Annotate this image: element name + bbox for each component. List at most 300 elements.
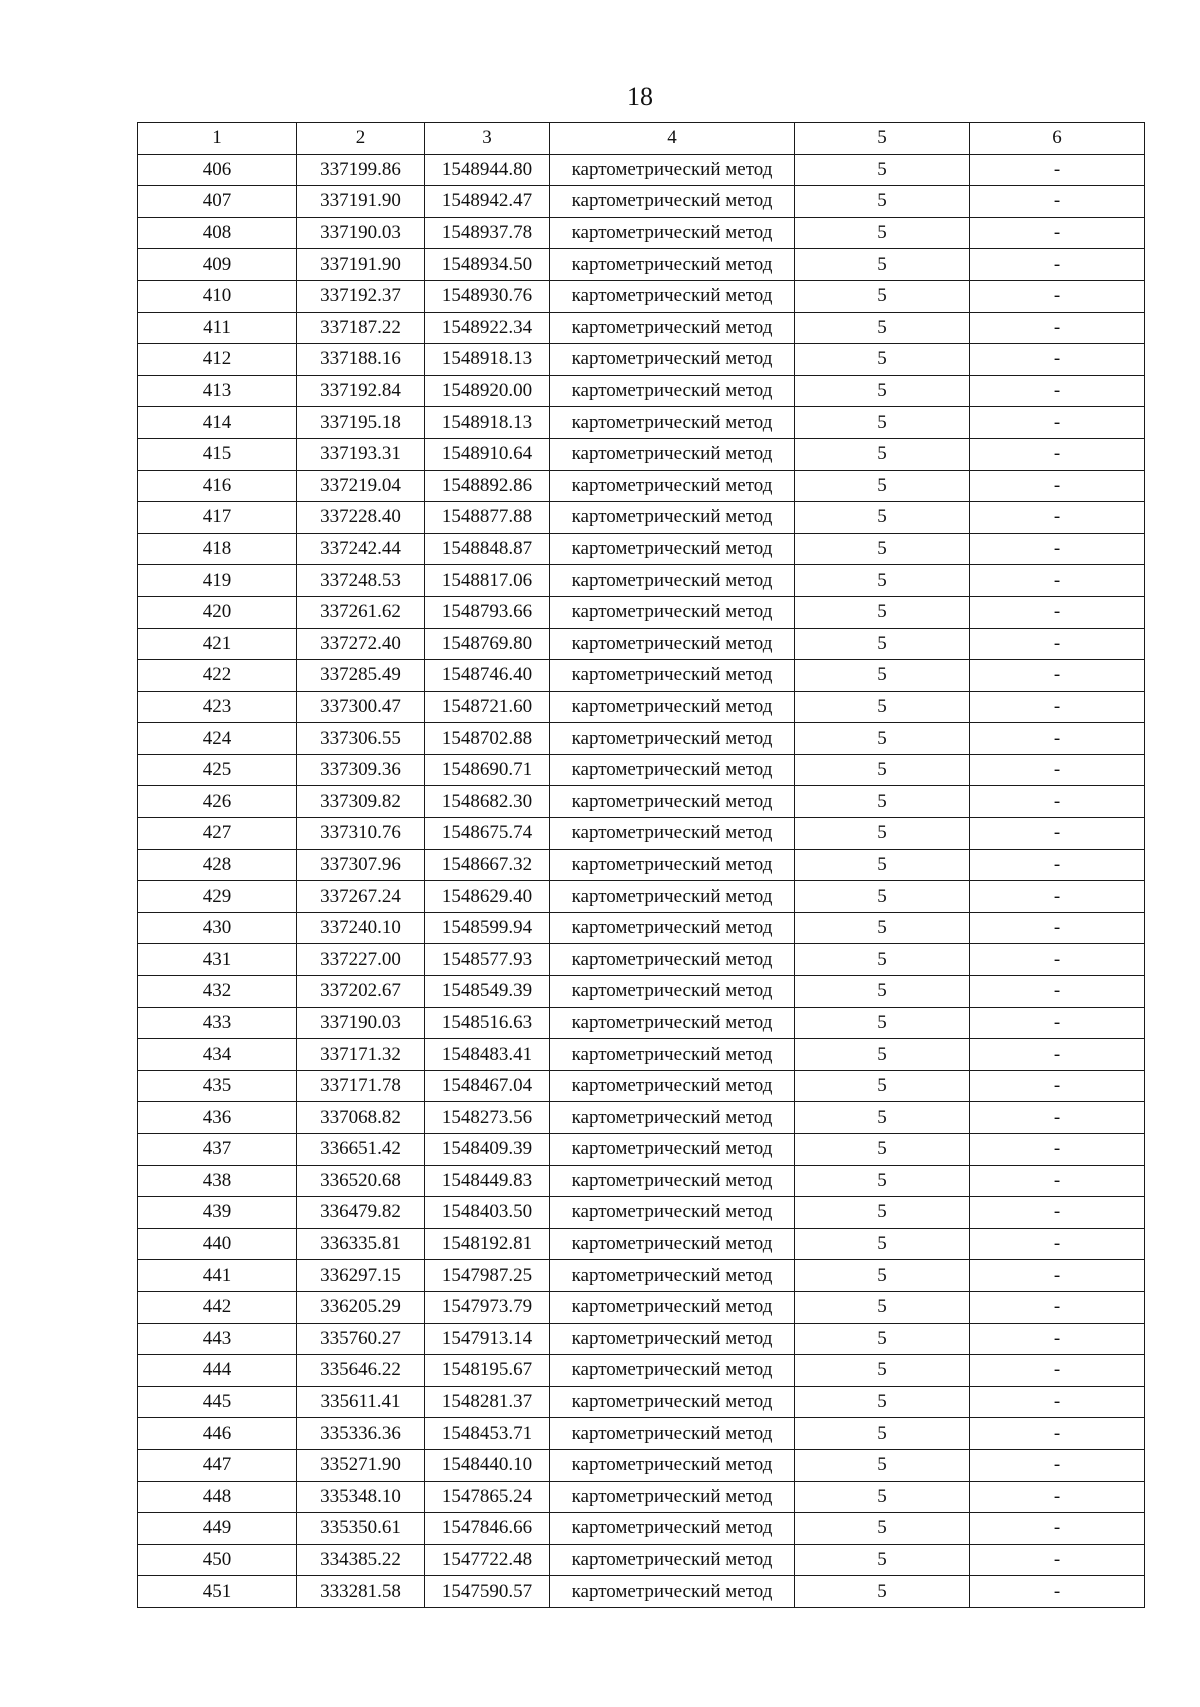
table-cell: 5 bbox=[795, 1102, 970, 1134]
table-cell: 1548629.40 bbox=[425, 881, 550, 913]
table-cell: 1548403.50 bbox=[425, 1197, 550, 1229]
table-cell: 337202.67 bbox=[297, 976, 425, 1008]
table-cell: 439 bbox=[138, 1197, 297, 1229]
table-cell: 1548877.88 bbox=[425, 502, 550, 534]
table-cell: 5 bbox=[795, 944, 970, 976]
table-cell: 423 bbox=[138, 691, 297, 723]
table-cell: картометрический метод bbox=[550, 723, 795, 755]
table-cell: 5 bbox=[795, 533, 970, 565]
table-cell: 5 bbox=[795, 1449, 970, 1481]
table-cell: 337199.86 bbox=[297, 154, 425, 186]
table-row bbox=[138, 1165, 1145, 1197]
table-cell: 337228.40 bbox=[297, 502, 425, 534]
table-cell: 1548549.39 bbox=[425, 976, 550, 1008]
table-cell: 1548675.74 bbox=[425, 818, 550, 850]
table-cell: 336651.42 bbox=[297, 1134, 425, 1166]
table-cell: картометрический метод bbox=[550, 1323, 795, 1355]
table-cell: 408 bbox=[138, 217, 297, 249]
table-cell: картометрический метод bbox=[550, 1291, 795, 1323]
table-cell: 337192.84 bbox=[297, 375, 425, 407]
table-cell: 436 bbox=[138, 1102, 297, 1134]
table-cell: 426 bbox=[138, 786, 297, 818]
table-cell: 5 bbox=[795, 849, 970, 881]
table-cell: 421 bbox=[138, 628, 297, 660]
table-cell: 1548920.00 bbox=[425, 375, 550, 407]
table-cell: 5 bbox=[795, 344, 970, 376]
table-cell: 5 bbox=[795, 881, 970, 913]
table-cell: - bbox=[970, 628, 1145, 660]
table-row bbox=[138, 691, 1145, 723]
column-header: 1 bbox=[138, 123, 297, 155]
table-cell: - bbox=[970, 1007, 1145, 1039]
table-cell: - bbox=[970, 691, 1145, 723]
table-row bbox=[138, 217, 1145, 249]
table-cell: - bbox=[970, 186, 1145, 218]
table-cell: 440 bbox=[138, 1228, 297, 1260]
table-cell: 337219.04 bbox=[297, 470, 425, 502]
table-cell: 5 bbox=[795, 723, 970, 755]
table-cell: 427 bbox=[138, 818, 297, 850]
table-cell: 1548702.88 bbox=[425, 723, 550, 755]
table-cell: 337240.10 bbox=[297, 912, 425, 944]
table-cell: - bbox=[970, 1513, 1145, 1545]
table-cell: картометрический метод bbox=[550, 533, 795, 565]
table-cell: 5 bbox=[795, 1039, 970, 1071]
table-cell: 1547590.57 bbox=[425, 1576, 550, 1608]
table-cell: картометрический метод bbox=[550, 312, 795, 344]
table-row bbox=[138, 628, 1145, 660]
table-row bbox=[138, 1197, 1145, 1229]
table-cell: 5 bbox=[795, 217, 970, 249]
table-cell: 336479.82 bbox=[297, 1197, 425, 1229]
table-cell: 446 bbox=[138, 1418, 297, 1450]
table-cell: картометрический метод bbox=[550, 976, 795, 1008]
table-row bbox=[138, 1039, 1145, 1071]
table-cell: - bbox=[970, 754, 1145, 786]
table-cell: 1547973.79 bbox=[425, 1291, 550, 1323]
table-cell: - bbox=[970, 1070, 1145, 1102]
table-cell: 437 bbox=[138, 1134, 297, 1166]
table-cell: 337248.53 bbox=[297, 565, 425, 597]
table-row bbox=[138, 881, 1145, 913]
table-cell: 335611.41 bbox=[297, 1386, 425, 1418]
table-cell: 435 bbox=[138, 1070, 297, 1102]
table-row bbox=[138, 1260, 1145, 1292]
table-cell: картометрический метод bbox=[550, 660, 795, 692]
table-cell: 1548930.76 bbox=[425, 280, 550, 312]
table-cell: картометрический метод bbox=[550, 1355, 795, 1387]
table-cell: картометрический метод bbox=[550, 1513, 795, 1545]
header-row bbox=[138, 123, 1145, 155]
page-number: 18 bbox=[627, 82, 653, 111]
table-row bbox=[138, 849, 1145, 881]
table-cell: - bbox=[970, 818, 1145, 850]
table-cell: 5 bbox=[795, 1544, 970, 1576]
table-cell: 1548192.81 bbox=[425, 1228, 550, 1260]
table-cell: 5 bbox=[795, 1481, 970, 1513]
table-cell: картометрический метод bbox=[550, 1576, 795, 1608]
table-cell: 5 bbox=[795, 1260, 970, 1292]
table-cell: картометрический метод bbox=[550, 628, 795, 660]
table-cell: 1548516.63 bbox=[425, 1007, 550, 1039]
table-cell: картометрический метод bbox=[550, 1134, 795, 1166]
table-cell: картометрический метод bbox=[550, 344, 795, 376]
table-cell: 5 bbox=[795, 470, 970, 502]
table-cell: 416 bbox=[138, 470, 297, 502]
table-cell: картометрический метод bbox=[550, 786, 795, 818]
table-cell: 5 bbox=[795, 1007, 970, 1039]
table-cell: 431 bbox=[138, 944, 297, 976]
table-cell: - bbox=[970, 280, 1145, 312]
column-header: 6 bbox=[970, 123, 1145, 155]
table-cell: - bbox=[970, 1418, 1145, 1450]
table-row bbox=[138, 1228, 1145, 1260]
table-cell: 1548682.30 bbox=[425, 786, 550, 818]
table-row bbox=[138, 912, 1145, 944]
table-cell: - bbox=[970, 502, 1145, 534]
table-cell: картометрический метод bbox=[550, 1544, 795, 1576]
table-cell: 1548817.06 bbox=[425, 565, 550, 597]
column-header: 5 bbox=[795, 123, 970, 155]
table-cell: 336335.81 bbox=[297, 1228, 425, 1260]
table-cell: 406 bbox=[138, 154, 297, 186]
table-cell: 1547987.25 bbox=[425, 1260, 550, 1292]
table-cell: 451 bbox=[138, 1576, 297, 1608]
table-cell: 335348.10 bbox=[297, 1481, 425, 1513]
table-cell: картометрический метод bbox=[550, 818, 795, 850]
table-cell: - bbox=[970, 596, 1145, 628]
table-cell: 1548690.71 bbox=[425, 754, 550, 786]
table-cell: 5 bbox=[795, 375, 970, 407]
table-row bbox=[138, 1513, 1145, 1545]
table-cell: 448 bbox=[138, 1481, 297, 1513]
table-cell: 337192.37 bbox=[297, 280, 425, 312]
table-cell: 418 bbox=[138, 533, 297, 565]
table-cell: 335350.61 bbox=[297, 1513, 425, 1545]
table-cell: 1548281.37 bbox=[425, 1386, 550, 1418]
table-cell: - bbox=[970, 1449, 1145, 1481]
table-row bbox=[138, 1355, 1145, 1387]
table-cell: 337285.49 bbox=[297, 660, 425, 692]
table-cell: - bbox=[970, 786, 1145, 818]
table-cell: 1548195.67 bbox=[425, 1355, 550, 1387]
table-cell: 419 bbox=[138, 565, 297, 597]
table-cell: 5 bbox=[795, 407, 970, 439]
table-cell: 5 bbox=[795, 1386, 970, 1418]
table-cell: - bbox=[970, 249, 1145, 281]
table-body bbox=[138, 154, 1145, 1607]
table-cell: 438 bbox=[138, 1165, 297, 1197]
table-cell: - bbox=[970, 375, 1145, 407]
table-cell: 407 bbox=[138, 186, 297, 218]
table-cell: картометрический метод bbox=[550, 565, 795, 597]
table-cell: 417 bbox=[138, 502, 297, 534]
table-cell: 337309.36 bbox=[297, 754, 425, 786]
table-cell: картометрический метод bbox=[550, 944, 795, 976]
table-cell: - bbox=[970, 1228, 1145, 1260]
table-cell: 5 bbox=[795, 976, 970, 1008]
table-cell: 337195.18 bbox=[297, 407, 425, 439]
table-cell: - bbox=[970, 881, 1145, 913]
table-cell: - bbox=[970, 1576, 1145, 1608]
table-cell: 430 bbox=[138, 912, 297, 944]
table-cell: - bbox=[970, 1165, 1145, 1197]
table-cell: 414 bbox=[138, 407, 297, 439]
table-cell: 1548937.78 bbox=[425, 217, 550, 249]
table-cell: 337187.22 bbox=[297, 312, 425, 344]
table-cell: картометрический метод bbox=[550, 407, 795, 439]
table-cell: - bbox=[970, 1291, 1145, 1323]
table-cell: картометрический метод bbox=[550, 1070, 795, 1102]
table-cell: 337242.44 bbox=[297, 533, 425, 565]
table-cell: картометрический метод bbox=[550, 912, 795, 944]
table-cell: 1548440.10 bbox=[425, 1449, 550, 1481]
table-cell: 337300.47 bbox=[297, 691, 425, 723]
table-cell: 1548892.86 bbox=[425, 470, 550, 502]
table-cell: картометрический метод bbox=[550, 375, 795, 407]
table-row bbox=[138, 1418, 1145, 1450]
table-cell: 335760.27 bbox=[297, 1323, 425, 1355]
table-cell: - bbox=[970, 660, 1145, 692]
table-row bbox=[138, 375, 1145, 407]
table-cell: 1548918.13 bbox=[425, 344, 550, 376]
table-cell: - bbox=[970, 1355, 1145, 1387]
table-cell: 1548910.64 bbox=[425, 438, 550, 470]
table-cell: 336205.29 bbox=[297, 1291, 425, 1323]
table-cell: 337190.03 bbox=[297, 1007, 425, 1039]
table-cell: 337191.90 bbox=[297, 186, 425, 218]
table-cell: 337188.16 bbox=[297, 344, 425, 376]
column-header: 4 bbox=[550, 123, 795, 155]
table-cell: 444 bbox=[138, 1355, 297, 1387]
table-cell: 1548944.80 bbox=[425, 154, 550, 186]
table-cell: 1547913.14 bbox=[425, 1323, 550, 1355]
table-cell: 1548746.40 bbox=[425, 660, 550, 692]
table-cell: 337171.32 bbox=[297, 1039, 425, 1071]
table-row bbox=[138, 754, 1145, 786]
table-cell: 420 bbox=[138, 596, 297, 628]
table-cell: 1548918.13 bbox=[425, 407, 550, 439]
table-cell: 5 bbox=[795, 154, 970, 186]
table-cell: 335646.22 bbox=[297, 1355, 425, 1387]
table-cell: картометрический метод bbox=[550, 1449, 795, 1481]
table-cell: - bbox=[970, 1323, 1145, 1355]
table-cell: 337306.55 bbox=[297, 723, 425, 755]
table-cell: - bbox=[970, 154, 1145, 186]
table-cell: 337310.76 bbox=[297, 818, 425, 850]
table-cell: 337272.40 bbox=[297, 628, 425, 660]
table-row bbox=[138, 1134, 1145, 1166]
table-row bbox=[138, 470, 1145, 502]
table-cell: - bbox=[970, 1544, 1145, 1576]
table-cell: 447 bbox=[138, 1449, 297, 1481]
table-cell: 441 bbox=[138, 1260, 297, 1292]
table-cell: 5 bbox=[795, 249, 970, 281]
table-cell: 5 bbox=[795, 186, 970, 218]
table-cell: 5 bbox=[795, 565, 970, 597]
table-cell: картометрический метод bbox=[550, 154, 795, 186]
table-header bbox=[138, 123, 1145, 155]
table-cell: 1548848.87 bbox=[425, 533, 550, 565]
table-row bbox=[138, 565, 1145, 597]
table-cell: 335271.90 bbox=[297, 1449, 425, 1481]
table-cell: 5 bbox=[795, 1291, 970, 1323]
table-cell: 1548667.32 bbox=[425, 849, 550, 881]
table-row bbox=[138, 154, 1145, 186]
table-cell: 1548721.60 bbox=[425, 691, 550, 723]
table-cell: 422 bbox=[138, 660, 297, 692]
table-cell: 1548409.39 bbox=[425, 1134, 550, 1166]
table-cell: 1548483.41 bbox=[425, 1039, 550, 1071]
table-cell: 334385.22 bbox=[297, 1544, 425, 1576]
table-cell: 337267.24 bbox=[297, 881, 425, 913]
table-cell: картометрический метод bbox=[550, 1418, 795, 1450]
table-row bbox=[138, 818, 1145, 850]
table-cell: 429 bbox=[138, 881, 297, 913]
table-cell: - bbox=[970, 1134, 1145, 1166]
table-cell: картометрический метод bbox=[550, 1007, 795, 1039]
table-cell: - bbox=[970, 723, 1145, 755]
table-cell: 337190.03 bbox=[297, 217, 425, 249]
table-cell: 424 bbox=[138, 723, 297, 755]
table-cell: картометрический метод bbox=[550, 881, 795, 913]
table-cell: картометрический метод bbox=[550, 1260, 795, 1292]
table-cell: картометрический метод bbox=[550, 186, 795, 218]
table-row bbox=[138, 1386, 1145, 1418]
table-cell: картометрический метод bbox=[550, 249, 795, 281]
table-cell: картометрический метод bbox=[550, 1481, 795, 1513]
table-cell: 336297.15 bbox=[297, 1260, 425, 1292]
table-row bbox=[138, 976, 1145, 1008]
table-cell: 425 bbox=[138, 754, 297, 786]
table-cell: 433 bbox=[138, 1007, 297, 1039]
table-cell: 443 bbox=[138, 1323, 297, 1355]
table-cell: картометрический метод bbox=[550, 1102, 795, 1134]
table-cell: 5 bbox=[795, 1323, 970, 1355]
table-row bbox=[138, 438, 1145, 470]
table-cell: картометрический метод bbox=[550, 217, 795, 249]
table-row bbox=[138, 312, 1145, 344]
table-row bbox=[138, 1102, 1145, 1134]
table-cell: 337309.82 bbox=[297, 786, 425, 818]
table-cell: 1548599.94 bbox=[425, 912, 550, 944]
table-cell: 5 bbox=[795, 438, 970, 470]
table-cell: 5 bbox=[795, 1576, 970, 1608]
table-cell: картометрический метод bbox=[550, 1165, 795, 1197]
table-cell: 5 bbox=[795, 818, 970, 850]
table-cell: картометрический метод bbox=[550, 691, 795, 723]
table-cell: - bbox=[970, 470, 1145, 502]
table-cell: 5 bbox=[795, 1418, 970, 1450]
table-cell: 1547865.24 bbox=[425, 1481, 550, 1513]
table-cell: - bbox=[970, 1481, 1145, 1513]
table-row bbox=[138, 280, 1145, 312]
table-cell: картометрический метод bbox=[550, 1039, 795, 1071]
table-cell: - bbox=[970, 849, 1145, 881]
table-row bbox=[138, 1544, 1145, 1576]
table-cell: картометрический метод bbox=[550, 438, 795, 470]
table-cell: - bbox=[970, 533, 1145, 565]
table-cell: 1548793.66 bbox=[425, 596, 550, 628]
table-cell: 413 bbox=[138, 375, 297, 407]
table-row bbox=[138, 1576, 1145, 1608]
table-cell: 445 bbox=[138, 1386, 297, 1418]
table-cell: 5 bbox=[795, 660, 970, 692]
table-cell: 336520.68 bbox=[297, 1165, 425, 1197]
table-row bbox=[138, 533, 1145, 565]
table-cell: 337261.62 bbox=[297, 596, 425, 628]
table-cell: - bbox=[970, 407, 1145, 439]
table-cell: 409 bbox=[138, 249, 297, 281]
table-cell: 1547846.66 bbox=[425, 1513, 550, 1545]
table-cell: - bbox=[970, 312, 1145, 344]
table-cell: - bbox=[970, 976, 1145, 1008]
table-row bbox=[138, 1323, 1145, 1355]
table-cell: 1548273.56 bbox=[425, 1102, 550, 1134]
table-cell: 442 bbox=[138, 1291, 297, 1323]
table-cell: 449 bbox=[138, 1513, 297, 1545]
table-cell: 412 bbox=[138, 344, 297, 376]
table-cell: 337191.90 bbox=[297, 249, 425, 281]
table-row bbox=[138, 407, 1145, 439]
table-cell: 5 bbox=[795, 280, 970, 312]
table-row bbox=[138, 723, 1145, 755]
table-cell: 1548577.93 bbox=[425, 944, 550, 976]
table-cell: картометрический метод bbox=[550, 1228, 795, 1260]
table-row bbox=[138, 786, 1145, 818]
table-cell: 333281.58 bbox=[297, 1576, 425, 1608]
table-cell: - bbox=[970, 944, 1145, 976]
table-cell: 450 bbox=[138, 1544, 297, 1576]
table-cell: 337171.78 bbox=[297, 1070, 425, 1102]
table-cell: 411 bbox=[138, 312, 297, 344]
table-cell: 1548942.47 bbox=[425, 186, 550, 218]
column-header: 3 bbox=[425, 123, 550, 155]
table-row bbox=[138, 660, 1145, 692]
coordinates-table bbox=[137, 122, 1145, 1608]
table-row bbox=[138, 596, 1145, 628]
table-cell: - bbox=[970, 1260, 1145, 1292]
table-cell: 5 bbox=[795, 1134, 970, 1166]
table-cell: 1547722.48 bbox=[425, 1544, 550, 1576]
table-cell: картометрический метод bbox=[550, 849, 795, 881]
table-cell: 5 bbox=[795, 786, 970, 818]
table-cell: картометрический метод bbox=[550, 502, 795, 534]
table-cell: 434 bbox=[138, 1039, 297, 1071]
table-cell: картометрический метод bbox=[550, 596, 795, 628]
table-cell: - bbox=[970, 438, 1145, 470]
table-row bbox=[138, 1291, 1145, 1323]
table-cell: 1548769.80 bbox=[425, 628, 550, 660]
table-cell: 5 bbox=[795, 1228, 970, 1260]
table-cell: 337068.82 bbox=[297, 1102, 425, 1134]
table-cell: 415 bbox=[138, 438, 297, 470]
table-row bbox=[138, 1070, 1145, 1102]
column-header: 2 bbox=[297, 123, 425, 155]
table-cell: - bbox=[970, 565, 1145, 597]
table-cell: картометрический метод bbox=[550, 470, 795, 502]
table-row bbox=[138, 944, 1145, 976]
table-cell: 1548467.04 bbox=[425, 1070, 550, 1102]
table-row bbox=[138, 1007, 1145, 1039]
table-cell: 5 bbox=[795, 312, 970, 344]
table-cell: - bbox=[970, 1197, 1145, 1229]
table-cell: 335336.36 bbox=[297, 1418, 425, 1450]
table-cell: - bbox=[970, 912, 1145, 944]
table-cell: 337193.31 bbox=[297, 438, 425, 470]
table-row bbox=[138, 1481, 1145, 1513]
table-cell: 5 bbox=[795, 502, 970, 534]
